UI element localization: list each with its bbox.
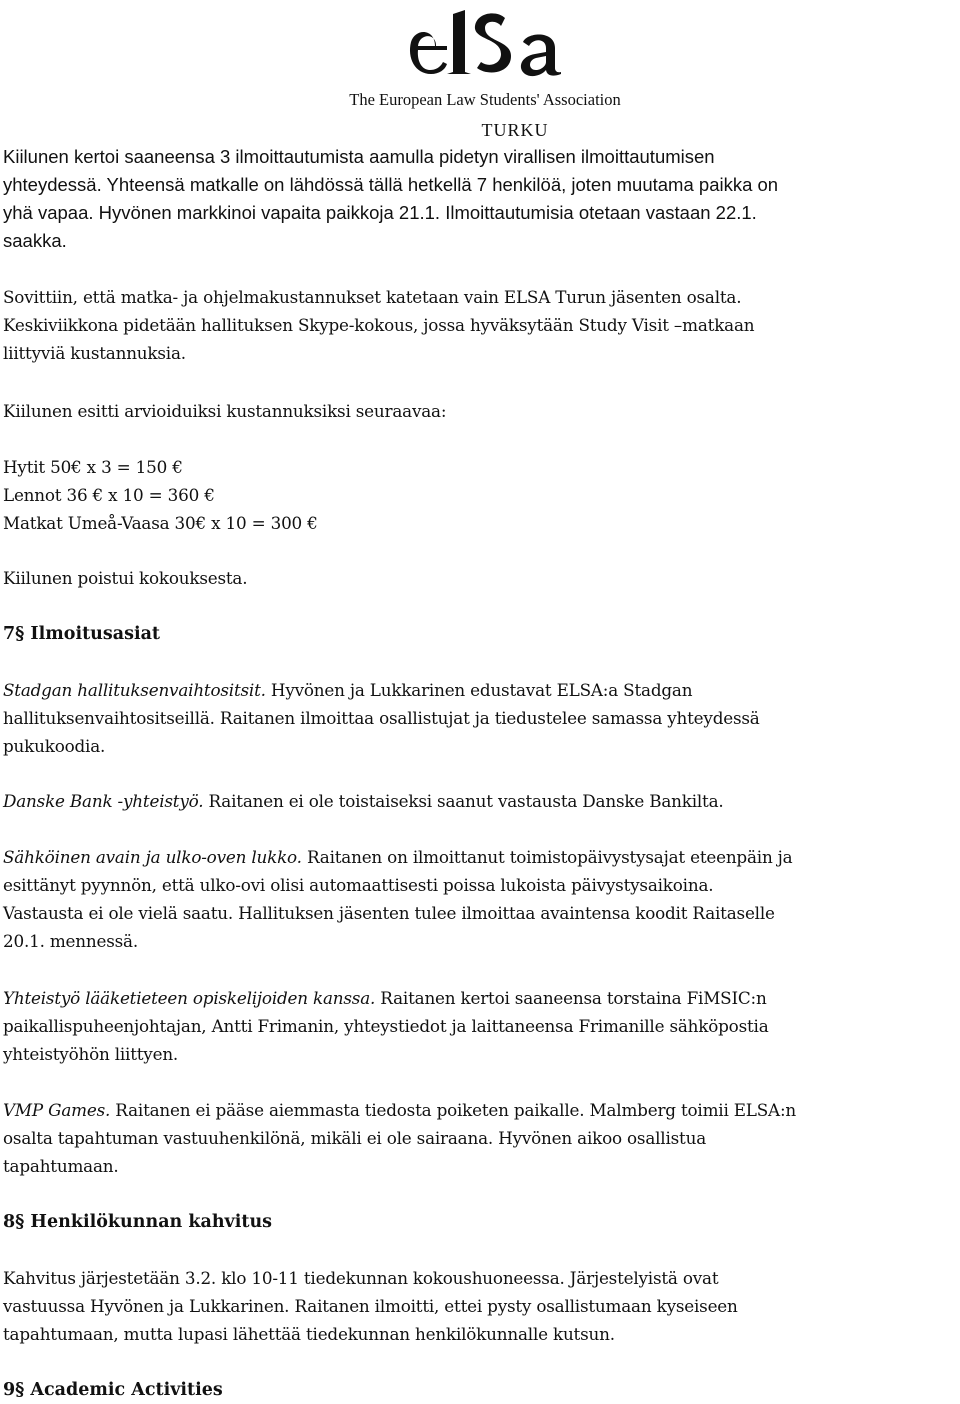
paragraph-vmp-games (3, 1096, 958, 1180)
text-line: tapahtumaan, mutta lupasi lähettää tiedekunnan henkilökunnalle kutsun. (3, 1324, 615, 1344)
section-heading-9: 9§ Academic Activities (3, 1380, 223, 1400)
text-line: Kahvitus järjestetään 3.2. klo 10-11 tiedekunnan kokoushuoneessa. Järjestelyistä ovat (3, 1268, 719, 1288)
paragraph-sahkoinen-avain (3, 843, 958, 955)
text-line: Kiilunen kertoi saaneensa 3 ilmoittautumista aamulla pidetyn virallisen ilmoittautumisen (3, 146, 715, 167)
text-line: Keskiviikkona pidetään hallituksen Skype-kokous, jossa hyväksytään Study Visit –matkaan (3, 315, 755, 335)
organization-city: TURKU (481, 120, 549, 140)
text-line: Sovittiin, että matka- ja ohjelmakustannukset katetaan vain ELSA Turun jäsenten osalta. (3, 287, 742, 307)
paragraph-left-meeting (3, 564, 958, 592)
section-heading-8: 8§ Henkilökunnan kahvitus (3, 1212, 273, 1232)
text-line: Raitanen ei pääse aiemmasta tiedosta poiketen paikalle. Malmberg toimii ELSA:n (110, 1100, 797, 1120)
paragraph-stadgan (3, 676, 958, 760)
cost-item: Matkat Umeå-Vaasa 30€ x 10 = 300 € (3, 513, 318, 533)
paragraph-danske (3, 787, 958, 815)
text-line: Raitanen on ilmoittanut toimistopäivystysajat eteenpäin ja (301, 847, 793, 867)
topic-title: Stadgan hallituksenvaihtositsit. (3, 680, 266, 700)
text-line: esittänyt pyynnön, että ulko-ovi olisi automaattisesti poissa lukoista päivystysaikoina. (3, 875, 714, 895)
topic-title: Danske Bank -yhteistyö. (3, 791, 204, 811)
topic-title: VMP Games. (3, 1100, 111, 1120)
paragraph-cost-estimate-intro (3, 397, 958, 425)
text-line: tapahtumaan. (3, 1156, 119, 1176)
text-line: vastuussa Hyvönen ja Lukkarinen. Raitanen ilmoitti, ettei pysty osallistumaan kyseiseen (3, 1296, 738, 1316)
cost-list (3, 453, 958, 537)
paragraph-registrations (3, 143, 958, 255)
text-line: Raitanen kertoi saaneensa torstaina FiMSIC:n (375, 988, 767, 1008)
text-line: yhteistyöhön liittyen. (3, 1044, 179, 1064)
text-line: hallituksenvaihtositseillä. Raitanen ilmoittaa osallistujat ja tiedustelee samassa yhteydessä (3, 708, 760, 728)
text-line: paikallispuheenjohtajan, Antti Frimanin, yhteystiedot ja laittaneensa Frimanille sähköpostia (3, 1016, 769, 1036)
text-line: liittyviä kustannuksia. (3, 343, 186, 363)
text-line: yhteydessä. Yhteensä matkalle on lähdössä tällä hetkellä 7 henkilöä, joten muutama paikka on (3, 174, 779, 195)
cost-item: Hytit 50€ x 3 = 150 € (3, 457, 183, 477)
section-heading-7: 7§ Ilmoitusasiat (3, 624, 161, 644)
topic-title: Sähköinen avain ja ulko-oven lukko. (3, 847, 302, 867)
organization-name: The European Law Students' Association (349, 90, 621, 109)
text-line: Vastausta ei ole vielä saatu. Hallituksen jäsenten tulee ilmoittaa avaintensa koodit Raitaselle (3, 903, 775, 923)
text-line: Hyvönen ja Lukkarinen edustavat ELSA:a Stadgan (265, 680, 693, 700)
paragraph-laaketiede (3, 984, 958, 1068)
cost-item: Lennot 36 € x 10 = 360 € (3, 485, 215, 505)
text-line: Raitanen ei ole toistaiseksi saanut vastausta Danske Bankilta. (203, 791, 724, 811)
text-line: Kiilunen esitti arvioiduiksi kustannuksiksi seuraavaa: (3, 401, 447, 421)
paragraph-costs-agreement (3, 283, 958, 367)
elsa-wordmark-icon (405, 8, 563, 86)
paragraph-kahvitus (3, 1264, 958, 1348)
text-line: saakka. (3, 230, 67, 251)
text-line: 20.1. mennessä. (3, 931, 138, 951)
text-line: yhä vapaa. Hyvönen markkinoi vapaita paikkoja 21.1. Ilmoittautumisia otetaan vastaan 22.1. (3, 202, 757, 223)
elsa-logo (0, 0, 960, 140)
text-line: pukukoodia. (3, 736, 106, 756)
text-line: Kiilunen poistui kokouksesta. (3, 568, 248, 588)
text-line: osalta tapahtuman vastuuhenkilönä, mikäli ei ole sairaana. Hyvönen aikoo osallistua (3, 1128, 707, 1148)
topic-title: Yhteistyö lääketieteen opiskelijoiden kanssa. (3, 988, 376, 1008)
